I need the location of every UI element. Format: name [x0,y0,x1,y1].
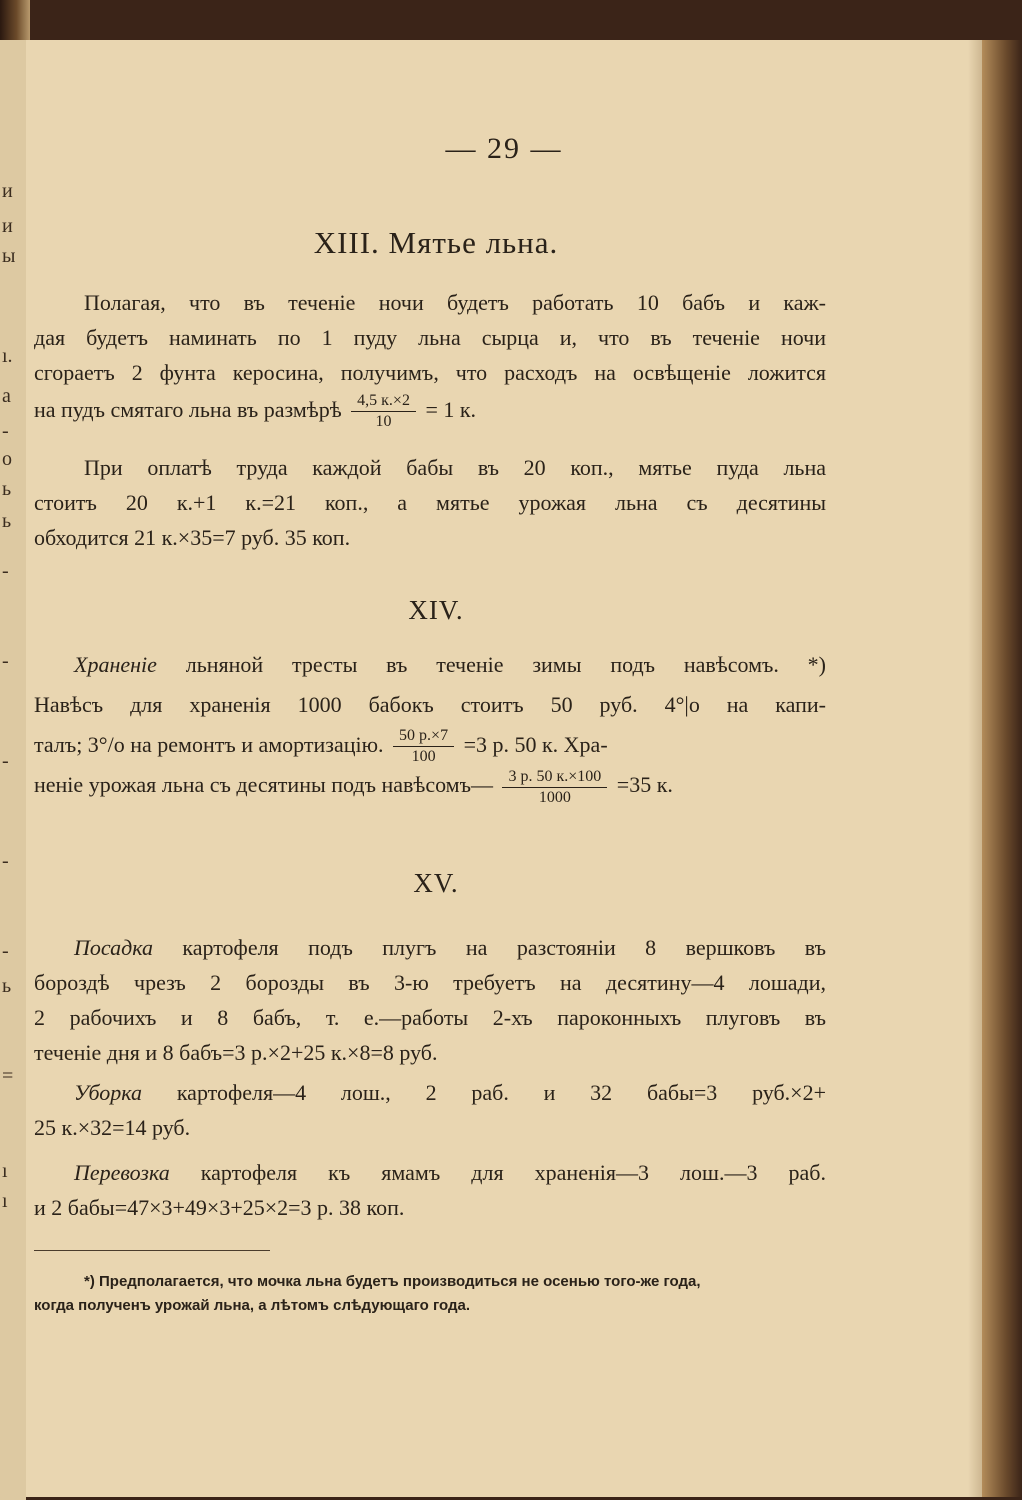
fraction-denominator: 10 [375,413,392,431]
margin-letter: ı [2,1160,8,1182]
text-line: 2 рабочихъ и 8 бабъ, т. е.—работы 2-хъ пароконныхъ плуговъ въ [34,1005,826,1030]
text-line: бороздѣ чрезъ 2 борозды въ 3-ю требуетъ на десятину—4 лошади, [34,970,826,995]
margin-letter: ь [2,975,12,997]
text-line: При оплатѣ труда каждой бабы въ 20 коп., мятье пуда льна [84,455,826,480]
margin-letter: - [2,940,9,962]
text-line-with-fraction [34,392,826,430]
text-run: неніе урожая льна съ десятины подъ навѣсомъ— [34,772,493,798]
section-title-xiv: XIV. [408,595,464,625]
margin-letter: и [2,215,13,237]
text-line-with-fraction [34,765,826,805]
italic-term: Уборка [74,1080,143,1105]
text-run: =35 к. [616,772,673,798]
text-line [34,645,826,685]
fraction [393,728,454,765]
paragraph-planting [34,930,826,1070]
text-run: =3 р. 50 к. Хра- [463,732,608,757]
margin-letter: - [2,750,9,772]
text-run: на пудъ смятаго льна въ размѣрѣ [34,397,342,422]
margin-letter: - [2,650,9,672]
footnote-separator [34,1250,270,1251]
book-page [26,40,982,1497]
fraction-denominator: 1000 [538,788,571,806]
text-line: Навѣсъ для храненія 1000 бабокъ стоитъ 50 руб. 4°|о на капи- [34,692,826,717]
text-line: теченіе дня и 8 бабъ=3 р.×2+25 к.×8=8 руб. [34,1040,438,1065]
text-run: талъ; 3°/о на ремонтъ и амортизацію. [34,732,384,757]
text-line: Полагая, что въ теченіе ночи будетъ работать 10 бабъ и каж- [84,290,826,315]
text-run: картофеля къ ямамъ для храненія—3 лош.—3 раб. [200,1160,827,1185]
text-line-with-fraction [34,725,826,765]
margin-letter: и [2,180,13,202]
text-run: = 1 к. [425,397,477,422]
section-title-xiii: XIII. Мятье льна. [313,225,559,260]
margin-letter: ь [2,478,12,500]
italic-term: Посадка [74,935,153,960]
fraction [351,393,416,430]
paragraph-flax-scutching-cost [34,285,826,430]
fraction-numerator: 4,5 к.×2 [351,393,416,412]
margin-letter: - [2,420,9,442]
text-line: дая будетъ наминать по 1 пуду льна сырца и, что въ теченіе ночи [34,325,826,350]
book-edge-right [982,40,1022,1497]
margin-letter: - [2,850,9,872]
margin-letter: ь [2,510,12,532]
margin-letter: ı. [2,345,13,367]
paragraph-storage [34,645,826,806]
margin-letter: - [2,560,9,582]
text-line: стоитъ 20 к.+1 к.=21 коп., а мятье урожая льна съ десятины [34,490,826,515]
footnote-line: *) Предполагается, что мочка льна будетъ производиться не осенью того-же года, [84,1273,701,1290]
italic-term: Перевозка [74,1160,170,1185]
paragraph-transport [34,1155,826,1225]
fraction-numerator: 3 р. 50 к.×100 [502,769,607,788]
text-line [34,1075,826,1110]
text-line: сгораетъ 2 фунта керосина, получимъ, что расходъ на освѣщеніе ложится [34,360,826,385]
text-run: картофеля подъ плугъ на разстояніи 8 вершковъ въ [182,935,826,960]
margin-letter: = [2,1065,14,1087]
margin-letter: ы [2,245,16,267]
page-number: — 29 — [445,132,563,165]
text-line: и 2 бабы=47×3+49×3+25×2=3 р. 38 коп. [34,1195,405,1220]
footnote-line: когда полученъ урожай льна, а лѣтомъ слѣдующаго года. [34,1297,470,1314]
italic-term: Храненіе [74,652,157,677]
paragraph-labor-cost [34,450,826,555]
text-run: льняной тресты въ теченіе зимы подъ навѣсомъ. *) [185,652,827,677]
fraction-denominator: 100 [411,748,436,766]
footnote [34,1270,826,1318]
text-line [34,930,826,965]
text-line: обходится 21 к.×35=7 руб. 35 коп. [34,525,351,550]
paragraph-harvesting [34,1075,826,1145]
text-run: картофеля—4 лош., 2 раб. и 32 бабы=3 руб.×2+ [176,1080,826,1105]
text-line: 25 к.×32=14 руб. [34,1115,191,1140]
fraction [502,769,607,806]
margin-letter: ı [2,1190,8,1212]
margin-letter: о [2,448,12,470]
text-line [34,1155,826,1190]
fraction-numerator: 50 р.×7 [393,728,454,747]
margin-letter: а [2,385,11,407]
section-title-xv: XV. [413,868,459,898]
